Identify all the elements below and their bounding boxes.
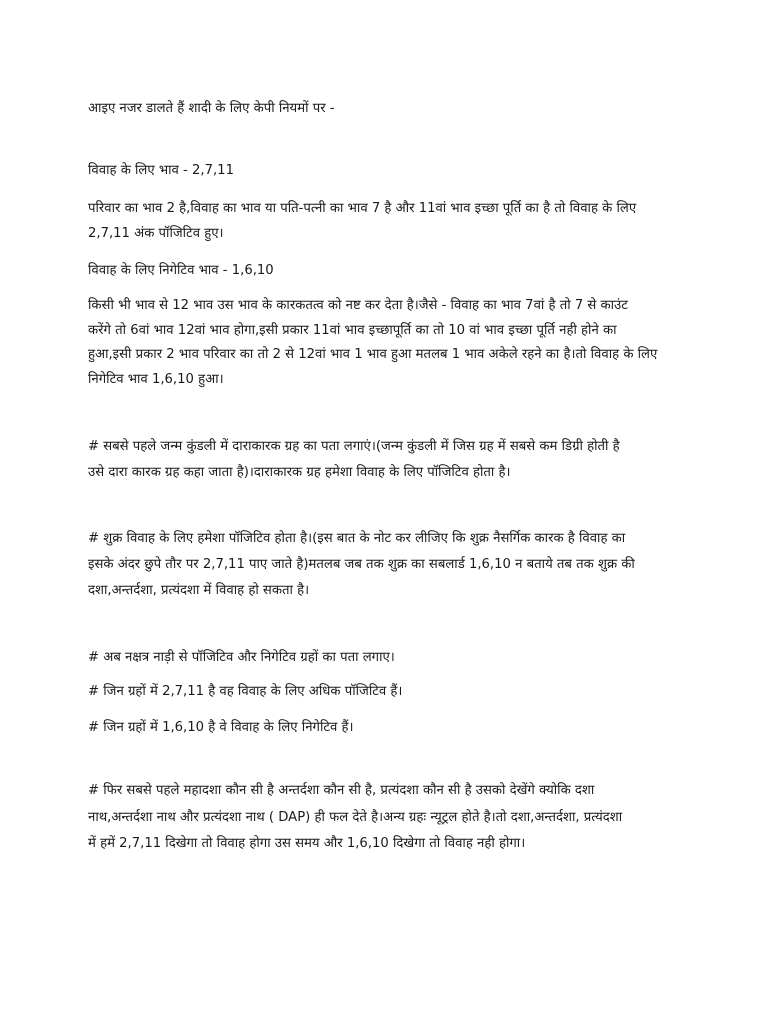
- darakaraka-point-line: # सबसे पहले जन्म कुंडली में दाराकारक ग्रह का पता लगाएं।(जन्म कुंडली में जिस ग्रह में सबसे कम डिग्री होती है: [88, 439, 620, 454]
- shukra-point-line: दशा,अन्तर्दशा, प्रत्यंदशा में विवाह हो सकता है।: [88, 583, 310, 598]
- negative-planets-point-line: # जिन ग्रहों में 1,6,10 है वे विवाह के लिए निगेटिव हैं।: [88, 720, 354, 735]
- dasha-point-line: में हमें 2,7,11 दिखेगा तो विवाह होगा उस समय और 1,6,10 दिखेगा तो विवाह नही होगा।: [88, 836, 526, 851]
- negative-houses-body-line: किसी भी भाव से 12 भाव उस भाव के कारकतत्व को नष्ट कर देता है।जैसे - विवाह का भाव 7वां है तो 7 से काउंट: [88, 298, 628, 313]
- shukra-point-line: इसके अंदर छुपे तौर पर 2,7,11 पाए जाते है)मतलब जब तक शुक्र का सबलार्ड 1,6,10 न बताये तब तक शुक्र की: [88, 557, 635, 572]
- intro-line: आइए नजर डालते हैं शादी के लिए केपी नियमों पर -: [88, 101, 335, 116]
- nakshatra-point-line: # अब नक्षत्र नाड़ी से पॉजिटिव और निगेटिव ग्रहों का पता लगाए।: [88, 650, 395, 665]
- negative-houses-body-line: निगेटिव भाव 1,6,10 हुआ।: [88, 372, 224, 387]
- negative-houses-body-line: करेंगे तो 6वां भाव 12वां भाव होगा,इसी प्रकार 11वां भाव इच्छापूर्ति का तो 10 वां भाव इच्छा पूर्ति नही होने का: [88, 323, 617, 338]
- dasha-point-line: नाथ,अन्तर्दशा नाथ और प्रत्यंदशा नाथ ( DAP) ही फल देते है।अन्य ग्रहः न्यूट्रल होते है।तो दशा,अन्तर्दशा, प्रत्यंदशा: [88, 810, 623, 825]
- positive-houses-heading: विवाह के लिए भाव - 2,7,11: [88, 163, 234, 178]
- darakaraka-point-line: उसे दारा कारक ग्रह कहा जाता है)।दाराकारक ग्रह हमेशा विवाह के लिए पॉजिटिव होता है।: [88, 465, 511, 480]
- negative-houses-heading: विवाह के लिए निगेटिव भाव - 1,6,10: [88, 263, 274, 278]
- negative-houses-body-line: हुआ,इसी प्रकार 2 भाव परिवार का तो 2 से 12वां भाव 1 भाव हुआ मतलब 1 भाव अकेले रहने का है।तो विवाह के लिए: [88, 347, 658, 362]
- positive-houses-body-line: परिवार का भाव 2 है,विवाह का भाव या पति-पत्नी का भाव 7 है और 11वां भाव इच्छा पूर्ति का है तो विवाह के लिए: [88, 201, 637, 216]
- shukra-point-line: # शुक्र विवाह के लिए हमेशा पॉजिटिव होता है।(इस बात के नोट कर लीजिए कि शुक्र नैसर्गिक कारक है विवाह का: [88, 531, 626, 546]
- positive-houses-body-line: 2,7,11 अंक पॉजिटिव हुए।: [88, 226, 224, 241]
- positive-planets-point-line: # जिन ग्रहों में 2,7,11 है वह विवाह के लिए अधिक पॉजिटिव हैं।: [88, 684, 403, 699]
- dasha-point-line: # फिर सबसे पहले महादशा कौन सी है अन्तर्दशा कौन सी है, प्रत्यंदशा कौन सी है उसको देखेंगे क्योकि दशा: [88, 783, 595, 798]
